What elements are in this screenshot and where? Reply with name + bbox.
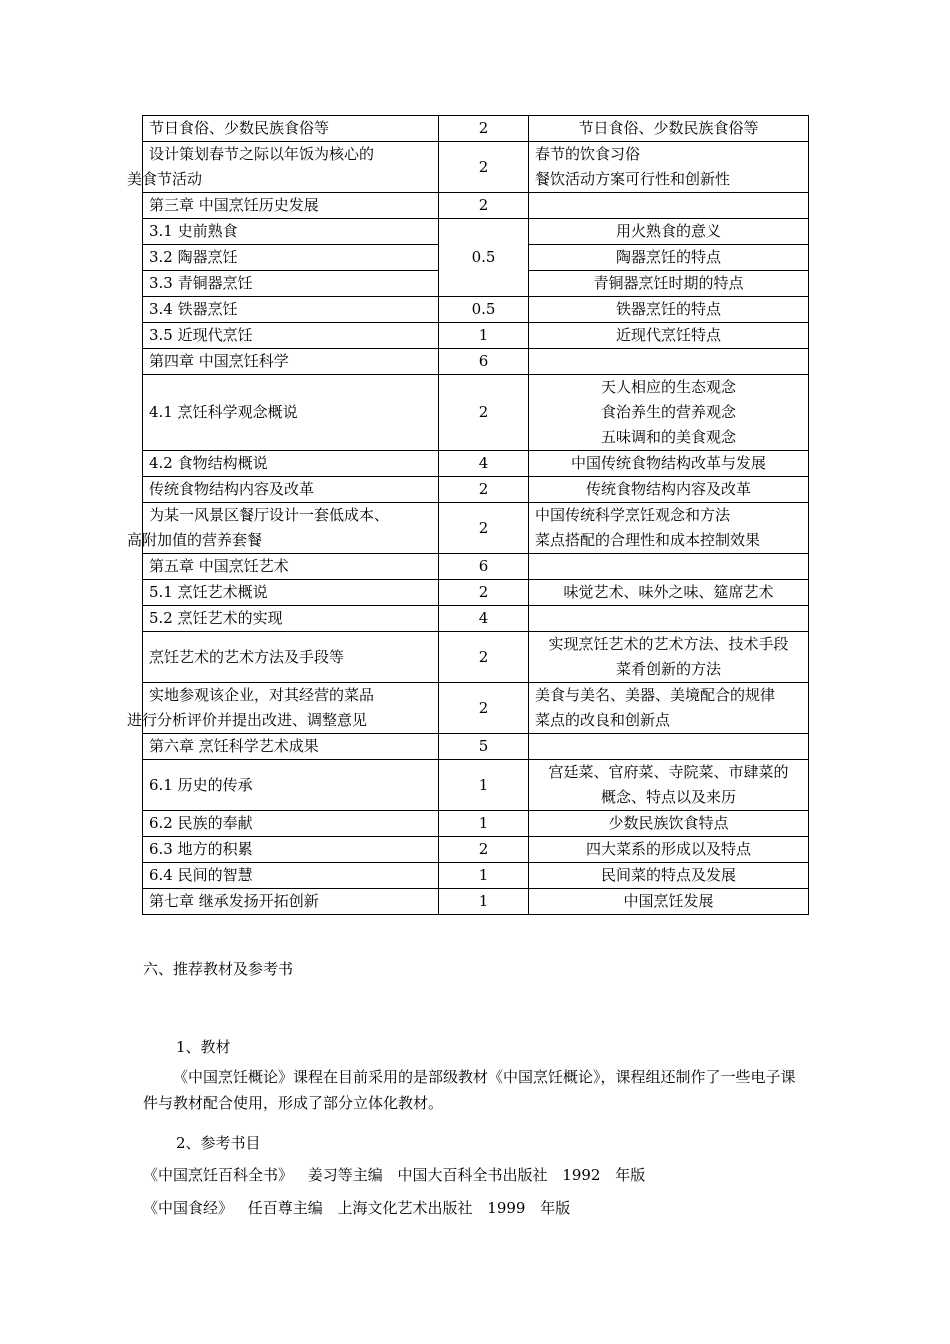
hours-cell: 2 <box>439 375 529 451</box>
keypoint-cell <box>529 349 809 375</box>
table-row <box>143 503 809 554</box>
topic-cell: 6.3 地方的积累 <box>143 837 439 863</box>
keypoint-cell: 少数民族饮食特点 <box>529 811 809 837</box>
table-row <box>143 477 809 503</box>
topic-cell: 3.1 史前熟食 <box>143 219 439 245</box>
chapter-cell: 第六章 烹饪科学艺术成果 <box>143 734 439 760</box>
keypoint-cell <box>529 193 809 219</box>
keypoint-cell: 美食与美名、美器、美境配合的规律 菜点的改良和创新点 <box>529 683 809 734</box>
textbook-subheading: 1、教材 <box>176 1038 231 1056</box>
chapter-cell: 第七章 继承发扬开拓创新 <box>143 889 439 915</box>
table-row <box>143 683 809 734</box>
table-row <box>143 837 809 863</box>
hours-cell: 2 <box>439 503 529 554</box>
keypoint-cell: 春节的饮食习俗 餐饮活动方案可行性和创新性 <box>529 142 809 193</box>
keypoint-cell: 四大菜系的形成以及特点 <box>529 837 809 863</box>
table-row <box>143 580 809 606</box>
table-row <box>143 116 809 142</box>
hours-cell: 1 <box>439 811 529 837</box>
hours-cell: 1 <box>439 889 529 915</box>
topic-cell: 为某一风景区餐厅设计一套低成本、 高附加值的营养套餐 <box>143 503 439 554</box>
keypoint-cell: 近现代烹饪特点 <box>529 323 809 349</box>
hours-cell: 2 <box>439 193 529 219</box>
keypoint-cell: 天人相应的生态观念 食治养生的营养观念 五味调和的美食观念 <box>529 375 809 451</box>
table-row <box>143 734 809 760</box>
keypoint-cell: 味觉艺术、味外之味、筵席艺术 <box>529 580 809 606</box>
textbook-paragraph: 《中国烹饪概论》课程在目前采用的是部级教材《中国烹饪概论》，课程组还制作了一些电子课件与教材配合使用，形成了部分立体化教材。 <box>143 1068 796 1112</box>
keypoint-cell: 青铜器烹饪时期的特点 <box>529 271 809 297</box>
topic-cell: 节日食俗、少数民族食俗等 <box>143 116 439 142</box>
table-row <box>143 142 809 193</box>
hours-cell: 5 <box>439 734 529 760</box>
reference-item: 《中国食经》 任百尊主编 上海文化艺术出版社 1999 年版 <box>143 1199 571 1217</box>
keypoint-cell: 中国传统食物结构改革与发展 <box>529 451 809 477</box>
hours-cell: 6 <box>439 349 529 375</box>
keypoint-cell: 铁器烹饪的特点 <box>529 297 809 323</box>
hours-cell: 2 <box>439 837 529 863</box>
topic-cell: 6.2 民族的奉献 <box>143 811 439 837</box>
table-row <box>143 193 809 219</box>
topic-cell: 3.4 铁器烹饪 <box>143 297 439 323</box>
keypoint-cell: 陶器烹饪的特点 <box>529 245 809 271</box>
topic-cell: 设计策划春节之际以年饭为核心的 美食节活动 <box>143 142 439 193</box>
hours-cell: 1 <box>439 760 529 811</box>
hours-cell: 0.5 <box>439 219 529 297</box>
hours-cell: 4 <box>439 451 529 477</box>
topic-cell: 3.3 青铜器烹饪 <box>143 271 439 297</box>
keypoint-cell: 节日食俗、少数民族食俗等 <box>529 116 809 142</box>
hours-cell: 2 <box>439 632 529 683</box>
section-heading: 六、推荐教材及参考书 <box>143 960 294 978</box>
chapter-cell: 第三章 中国烹饪历史发展 <box>143 193 439 219</box>
hours-cell: 2 <box>439 142 529 193</box>
chapter-cell: 第五章 中国烹饪艺术 <box>143 554 439 580</box>
table-row <box>143 811 809 837</box>
hours-cell: 2 <box>439 477 529 503</box>
topic-cell: 3.2 陶器烹饪 <box>143 245 439 271</box>
keypoint-cell: 中国烹饪发展 <box>529 889 809 915</box>
table-row <box>143 349 809 375</box>
chapter-cell: 第四章 中国烹饪科学 <box>143 349 439 375</box>
table-row <box>143 632 809 683</box>
table-row <box>143 760 809 811</box>
references-subheading: 2、参考书目 <box>176 1134 261 1152</box>
table-row <box>143 219 809 245</box>
topic-cell: 传统食物结构内容及改革 <box>143 477 439 503</box>
table-row <box>143 606 809 632</box>
table-row <box>143 554 809 580</box>
keypoint-cell: 实现烹饪艺术的艺术方法、技术手段 菜肴创新的方法 <box>529 632 809 683</box>
keypoint-cell: 用火熟食的意义 <box>529 219 809 245</box>
hours-cell: 2 <box>439 580 529 606</box>
hours-cell: 6 <box>439 554 529 580</box>
keypoint-cell: 传统食物结构内容及改革 <box>529 477 809 503</box>
topic-cell: 6.1 历史的传承 <box>143 760 439 811</box>
keypoint-cell <box>529 734 809 760</box>
topic-cell: 实地参观该企业，对其经营的菜品 进行分析评价并提出改进、调整意见 <box>143 683 439 734</box>
keypoint-cell: 中国传统科学烹饪观念和方法 菜点搭配的合理性和成本控制效果 <box>529 503 809 554</box>
hours-cell: 4 <box>439 606 529 632</box>
topic-cell: 5.1 烹饪艺术概说 <box>143 580 439 606</box>
topic-cell: 4.2 食物结构概说 <box>143 451 439 477</box>
hours-cell: 1 <box>439 323 529 349</box>
hours-cell: 2 <box>439 683 529 734</box>
table-row <box>143 323 809 349</box>
table-row <box>143 451 809 477</box>
table-row <box>143 297 809 323</box>
topic-cell: 3.5 近现代烹饪 <box>143 323 439 349</box>
keypoint-cell: 宫廷菜、官府菜、寺院菜、市肆菜的 概念、特点以及来历 <box>529 760 809 811</box>
table-row <box>143 375 809 451</box>
topic-cell: 5.2 烹饪艺术的实现 <box>143 606 439 632</box>
topic-cell: 6.4 民间的智慧 <box>143 863 439 889</box>
hours-cell: 1 <box>439 863 529 889</box>
table-row <box>143 863 809 889</box>
table-row <box>143 889 809 915</box>
keypoint-cell: 民间菜的特点及发展 <box>529 863 809 889</box>
keypoint-cell <box>529 554 809 580</box>
course-schedule-table <box>127 115 809 915</box>
keypoint-cell <box>529 606 809 632</box>
topic-cell: 烹饪艺术的艺术方法及手段等 <box>143 632 439 683</box>
reference-item: 《中国烹饪百科全书》 姜习等主编 中国大百科全书出版社 1992 年版 <box>143 1166 646 1184</box>
hours-cell: 2 <box>439 116 529 142</box>
topic-cell: 4.1 烹饪科学观念概说 <box>143 375 439 451</box>
hours-cell: 0.5 <box>439 297 529 323</box>
